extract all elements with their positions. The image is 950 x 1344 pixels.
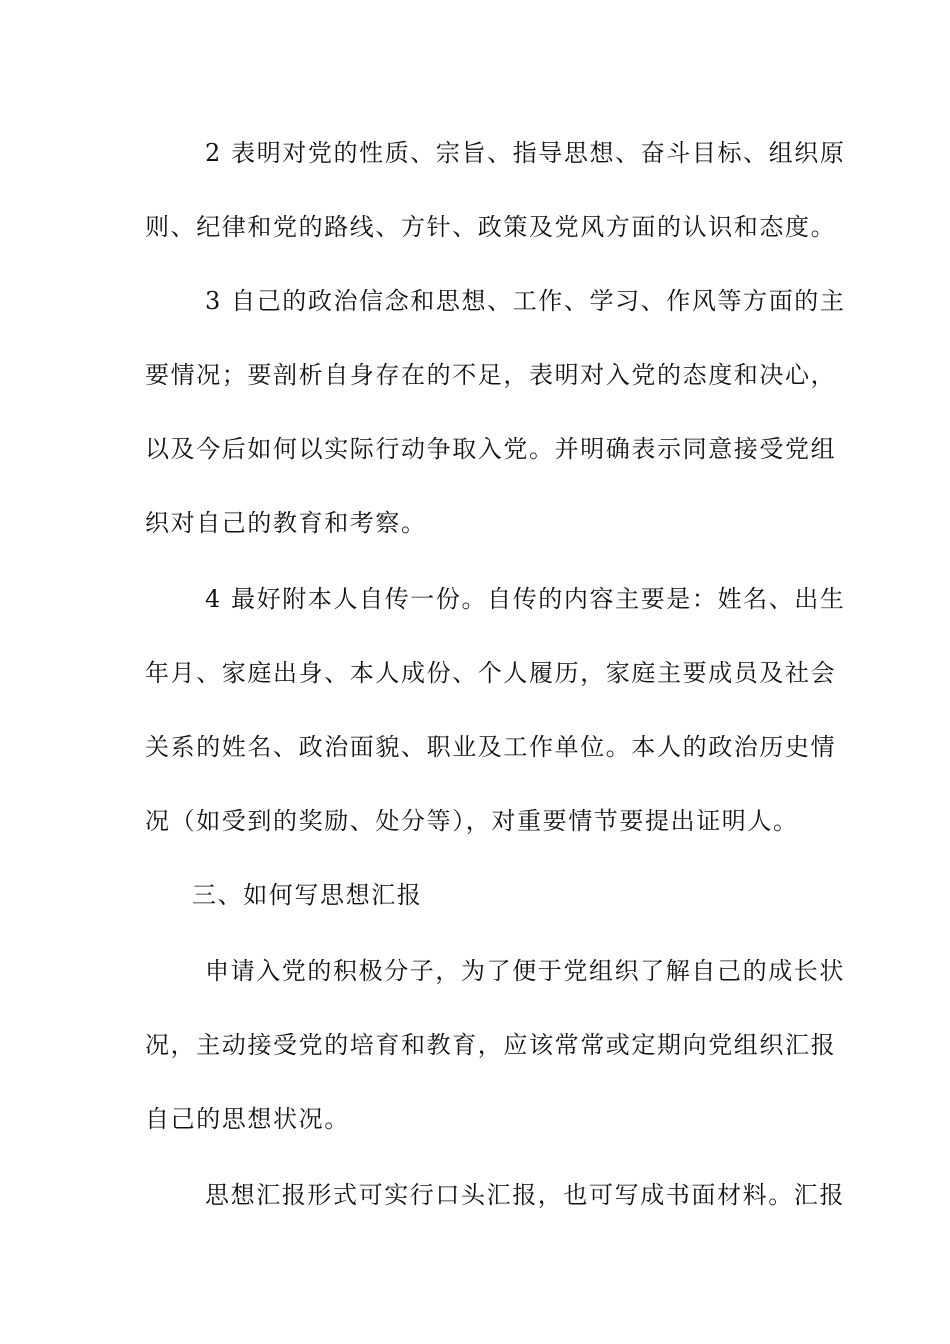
paragraph-3-line-2: 要情况；要剖析自身存在的不足，表明对入党的态度和决心，	[145, 361, 837, 389]
section-heading: 三、如何写思想汇报	[192, 881, 423, 909]
paragraph-5-line-3: 自己的思想状况。	[145, 1105, 350, 1133]
paragraph-4-line-1: 4 最好附本人自传一份。自传的内容主要是：姓名、出生	[205, 585, 846, 613]
paragraph-3-line-3: 以及今后如何以实际行动争取入党。并明确表示同意接受党组	[145, 435, 837, 463]
paragraph-6-line-1: 思想汇报形式可实行口头汇报，也可写成书面材料。汇报	[205, 1181, 845, 1209]
paragraph-4-line-3: 关系的姓名、政治面貌、职业及工作单位。本人的政治历史情	[145, 733, 837, 761]
paragraph-4-line-4: 况（如受到的奖励、处分等），对重要情节要提出证明人。	[145, 807, 799, 835]
paragraph-4-line-2: 年月、家庭出身、本人成份、个人履历，家庭主要成员及社会	[145, 659, 837, 687]
paragraph-2-line-2: 则、纪律和党的路线、方针、政策及党风方面的认识和态度。	[145, 213, 837, 241]
paragraph-5-line-1: 申请入党的积极分子，为了便于党组织了解自己的成长状	[205, 957, 845, 985]
paragraph-3-line-4: 织对自己的教育和考察。	[145, 509, 427, 537]
paragraph-3-line-1: 3 自己的政治信念和思想、工作、学习、作风等方面的主	[205, 287, 846, 315]
paragraph-5-line-2: 况，主动接受党的培育和教育，应该常常或定期向党组织汇报	[145, 1031, 837, 1059]
paragraph-2-line-1: 2 表明对党的性质、宗旨、指导思想、奋斗目标、组织原	[205, 139, 846, 167]
